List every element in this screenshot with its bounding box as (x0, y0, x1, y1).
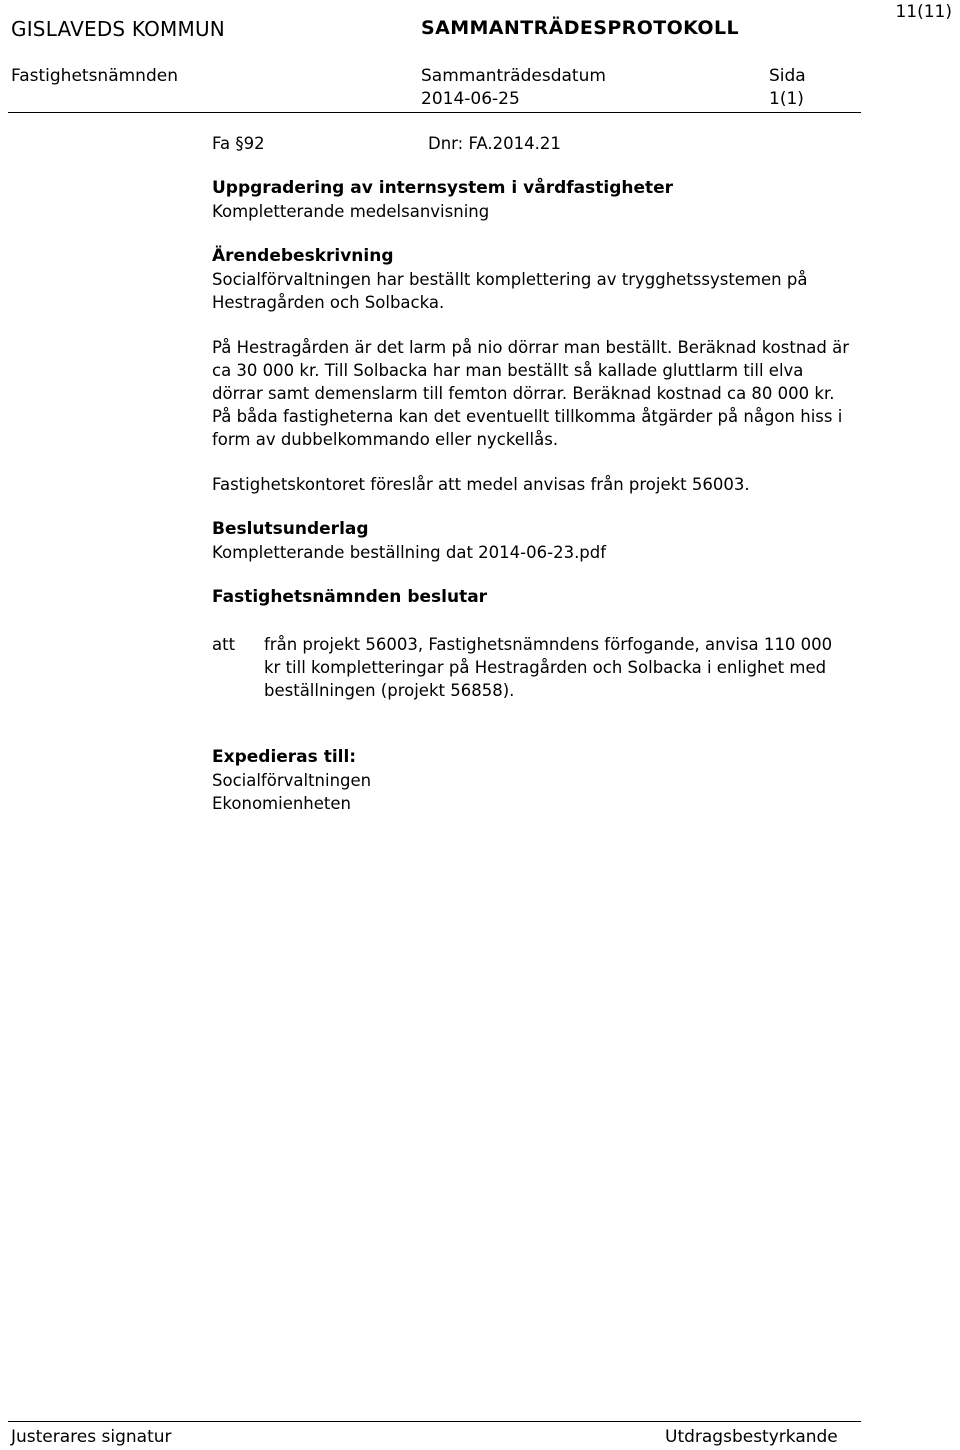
case-title: Uppgradering av internsystem i vårdfastigheter (212, 178, 674, 198)
case-subtitle: Kompletterande medelsanvisning (212, 202, 490, 221)
case-number: Dnr: FA.2014.21 (428, 134, 561, 153)
dispatch-recipient: Ekonomienheten (212, 794, 351, 813)
decision-heading: Fastighetsnämnden beslutar (212, 587, 488, 607)
basis-heading: Beslutsunderlag (212, 519, 369, 539)
basis-document: Kompletterande beställning dat 2014-06-23.pdf (212, 543, 607, 562)
organization-name: GISLAVEDS KOMMUN (11, 17, 225, 41)
description-paragraph-1: Socialförvaltningen har beställt komplettering av trygghetssystemen på Hestragården och Solbacka. (212, 270, 808, 312)
header-divider (8, 112, 861, 113)
description-heading: Ärendebeskrivning (212, 246, 394, 266)
adjuster-signature-label: Justerares signatur (11, 1427, 172, 1447)
paragraph-reference: Fa §92 (212, 134, 265, 153)
case-reference-row (212, 132, 852, 155)
decision-text: från projekt 56003, Fastighetsnämndens förfogande, anvisa 110 000 kr till kompletteringar på Hestragården och Solbacka i enlighet med beställningen (projekt 56858). (264, 635, 833, 700)
dispatch-recipient: Socialförvaltningen (212, 771, 372, 790)
protocol-body (212, 132, 852, 815)
meeting-date-value: 2014-06-25 (421, 89, 520, 109)
decision-clause (212, 633, 852, 702)
page-number: 11(11) (895, 2, 952, 22)
description-paragraph-2: På Hestragården är det larm på nio dörrar man beställt. Beräknad kostnad är ca 30 000 kr. Till Solbacka har man beställt så kallade gluttlarm till elva dörrar samt demenslarm till femton dörrar. Beräknad kostnad ca 80 000 kr. På båda fastigheterna kan det eventuellt tillkomma åtgärder på någon hiss i form av dubbelkommando eller nyckellås. (212, 338, 850, 449)
committee-name: Fastighetsnämnden (11, 66, 178, 86)
document-type: SAMMANTRÄDESPROTOKOLL (421, 17, 739, 39)
dispatch-heading: Expedieras till: (212, 747, 357, 767)
page-value: 1(1) (769, 89, 804, 109)
description-paragraph-3: Fastighetskontoret föreslår att medel anvisas från projekt 56003. (212, 475, 750, 494)
page-label: Sida (769, 66, 806, 86)
footer-divider (8, 1421, 861, 1422)
meeting-date-label: Sammanträdesdatum (421, 66, 606, 86)
decision-att-label: att (212, 635, 236, 654)
extract-certification-label: Utdragsbestyrkande (665, 1427, 838, 1447)
